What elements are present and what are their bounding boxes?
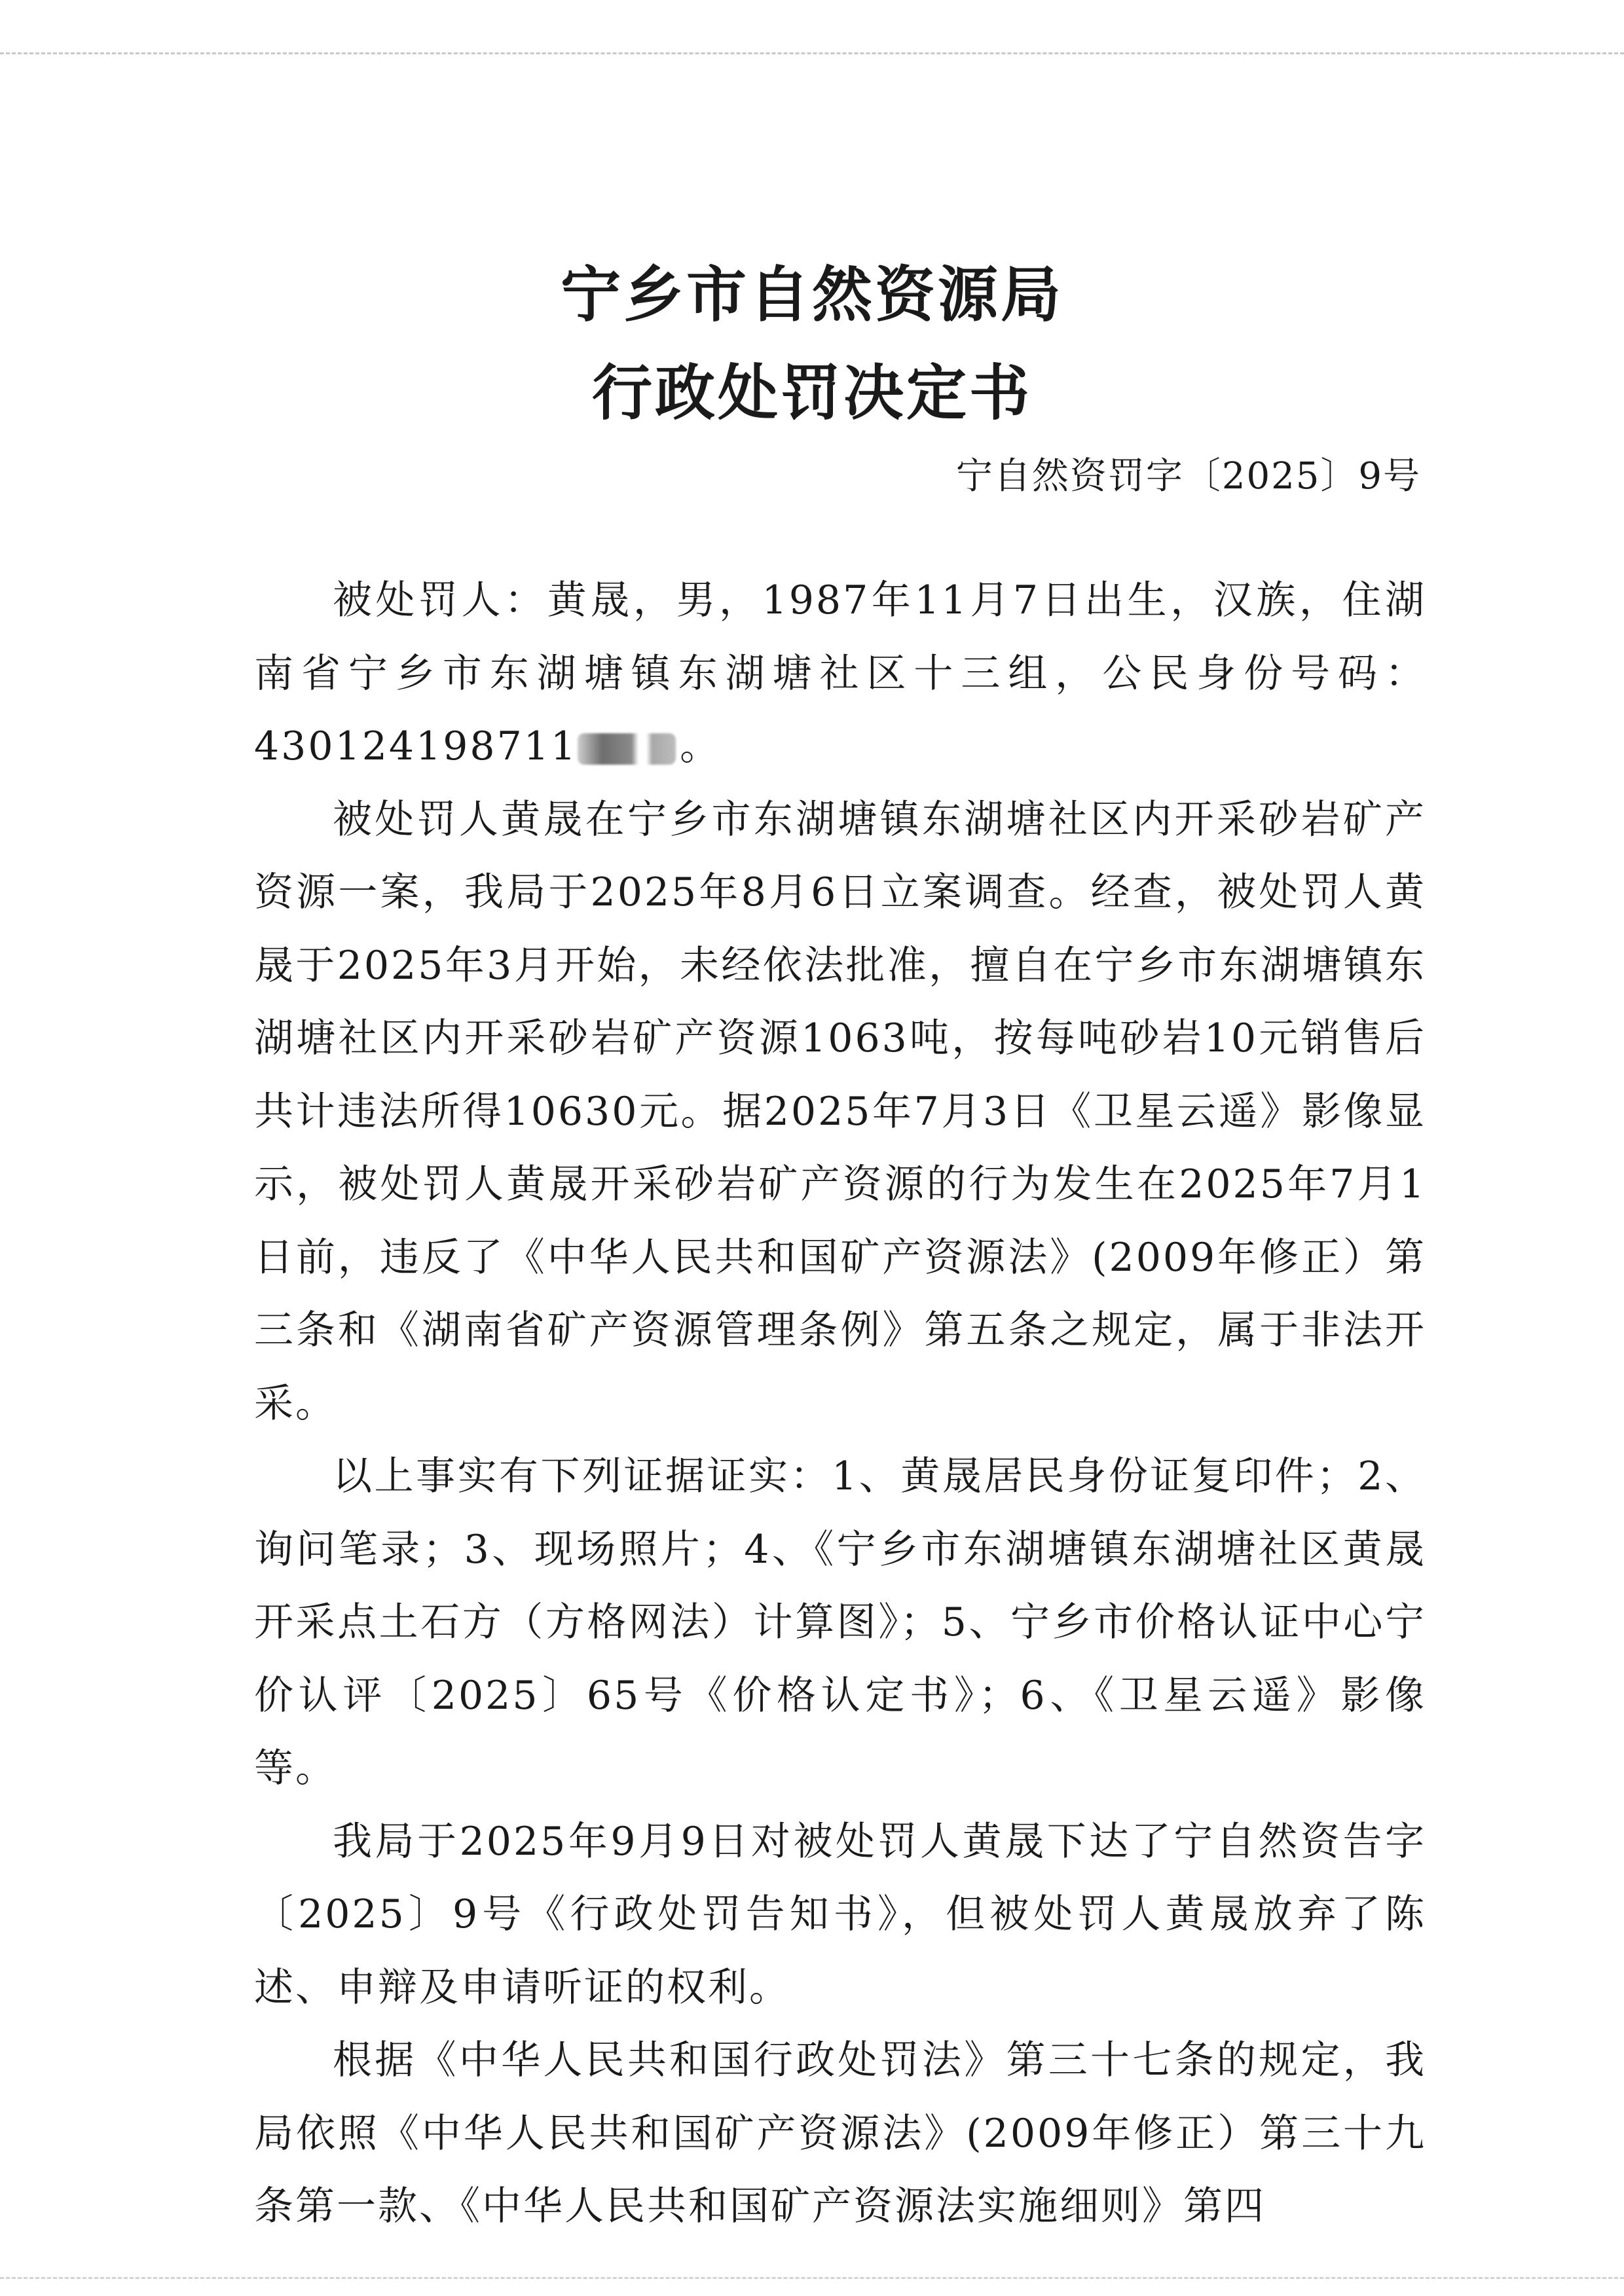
document-type-title: 行政处罚决定书 (591, 358, 1032, 428)
penalized-party-text: 被处罚人：黄晟，男，1987年11月7日出生，汉族，住湖南省宁乡市东湖塘镇东湖塘社区十三组，公民身份号码： (254, 577, 1426, 697)
id-number-line (254, 710, 721, 784)
scan-edge-bottom (0, 2277, 1624, 2279)
paragraph-facts: 被处罚人黄晟在宁乡市东湖塘镇东湖塘社区内开采砂岩矿产资源一案，我局于2025年8月6日立案调查。经查，被处罚人黄晟于2025年3月开始，未经依法批准，擅自在宁乡市东湖塘镇东湖塘社区内开采砂岩矿产资源1063吨，按每吨砂岩10元销售后共计违法所得10630元。据2025年7月3日《卫星云遥》影像显示，被处罚人黄晟开采砂岩矿产资源的行为发生在2025年7月1日前，违反了《中华人民共和国矿产资源法》(2009年修正）第三条和《湖南省矿产资源管理条例》第五条之规定，属于非法开采。 (254, 796, 1426, 1427)
document-body (254, 564, 1426, 2244)
id-number-end: 。 (680, 723, 722, 769)
document-number: 宁自然资罚字〔2025〕9号 (955, 455, 1421, 498)
redaction-blur (578, 733, 676, 765)
scan-edge-top (0, 52, 1624, 54)
id-number-visible: 430124198711 (254, 723, 578, 769)
paragraph-evidence: 以上事实有下列证据证实：1、黄晟居民身份证复印件；2、询问笔录；3、现场照片；4、《宁乡市东湖塘镇东湖塘社区黄晟开采点土石方（方格网法）计算图》；5、宁乡市价格认证中心宁价认评〔2025〕65号《价格认定书》；6、《卫星云遥》影像等。 (254, 1453, 1426, 1791)
paragraph-legal-basis: 根据《中华人民共和国行政处罚法》第三十七条的规定，我局依照《中华人民共和国矿产资源法》(2009年修正）第三十九条第一款、《中华人民共和国矿产资源法实施细则》第四 (254, 2037, 1426, 2229)
paragraph-notice: 我局于2025年9月9日对被处罚人黄晟下达了宁自然资告字〔2025〕9号《行政处罚告知书》，但被处罚人黄晟放弃了陈述、申辩及申请听证的权利。 (254, 1818, 1426, 2011)
issuing-authority-title: 宁乡市自然资源局 (560, 260, 1063, 330)
paragraph-penalized-party (254, 564, 1426, 784)
